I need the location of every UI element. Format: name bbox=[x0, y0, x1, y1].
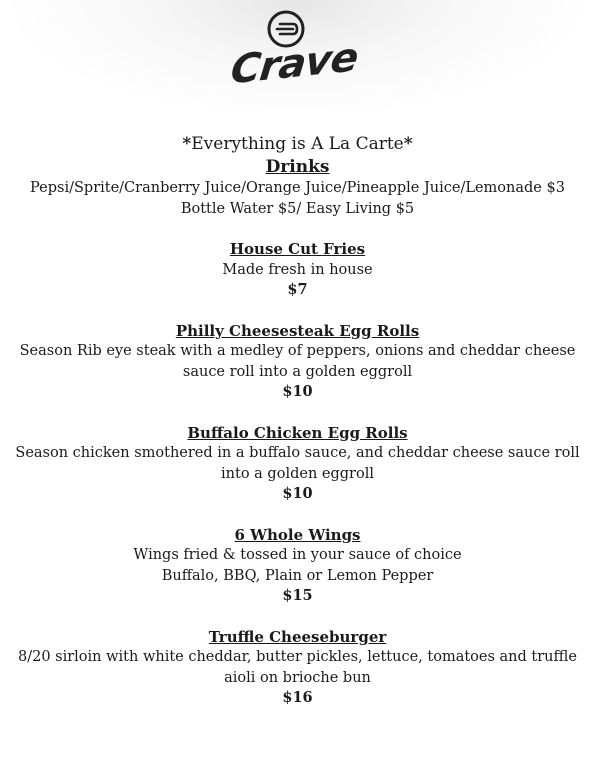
menu-list bbox=[0, 132, 595, 709]
crave-logo bbox=[230, 5, 370, 95]
note-star-left: * bbox=[182, 134, 192, 154]
item-description: Season Rib eye steak with a medley of peppers, onions and cheddar cheese sauce roll into a golden eggroll bbox=[19, 343, 576, 380]
a-la-carte-note bbox=[0, 132, 595, 156]
item-price: $10 bbox=[282, 485, 313, 502]
item-name: 6 Whole Wings bbox=[234, 525, 361, 544]
drinks-line: Pepsi/Sprite/Cranberry Juice/Orange Juice/Pineapple Juice/Lemonade $3 bbox=[30, 180, 565, 196]
item-price: $15 bbox=[282, 587, 313, 604]
item-sauce-options: Buffalo, BBQ, Plain or Lemon Pepper bbox=[161, 567, 434, 584]
item-name: House Cut Fries bbox=[229, 240, 366, 258]
item-description: 8/20 sirloin with white cheddar, butter pickles, lettuce, tomatoes and truffle aioli on brioche bun bbox=[17, 649, 578, 686]
item-price: $16 bbox=[282, 689, 313, 706]
item-description: Season chicken smothered in a buffalo sauce, and cheddar cheese sauce roll into a golden eggroll bbox=[15, 445, 580, 482]
item-description: Wings fried & tossed in your sauce of choice bbox=[133, 547, 462, 563]
item-name: Truffle Cheeseburger bbox=[208, 627, 387, 646]
drinks-water-line: Bottle Water $5/ Easy Living $5 bbox=[180, 200, 415, 217]
item-price: $7 bbox=[287, 281, 308, 298]
item-name: Buffalo Chicken Egg Rolls bbox=[187, 423, 408, 442]
drinks-heading: Drinks bbox=[265, 157, 330, 177]
note-text: Everything is A La Carte bbox=[191, 134, 404, 154]
item-price: $10 bbox=[282, 383, 313, 400]
item-name: Philly Cheesesteak Egg Rolls bbox=[175, 321, 420, 340]
item-description: Made fresh in house bbox=[222, 261, 373, 278]
note-star-right: * bbox=[403, 134, 413, 154]
logo-wordmark: Crave bbox=[228, 34, 360, 94]
